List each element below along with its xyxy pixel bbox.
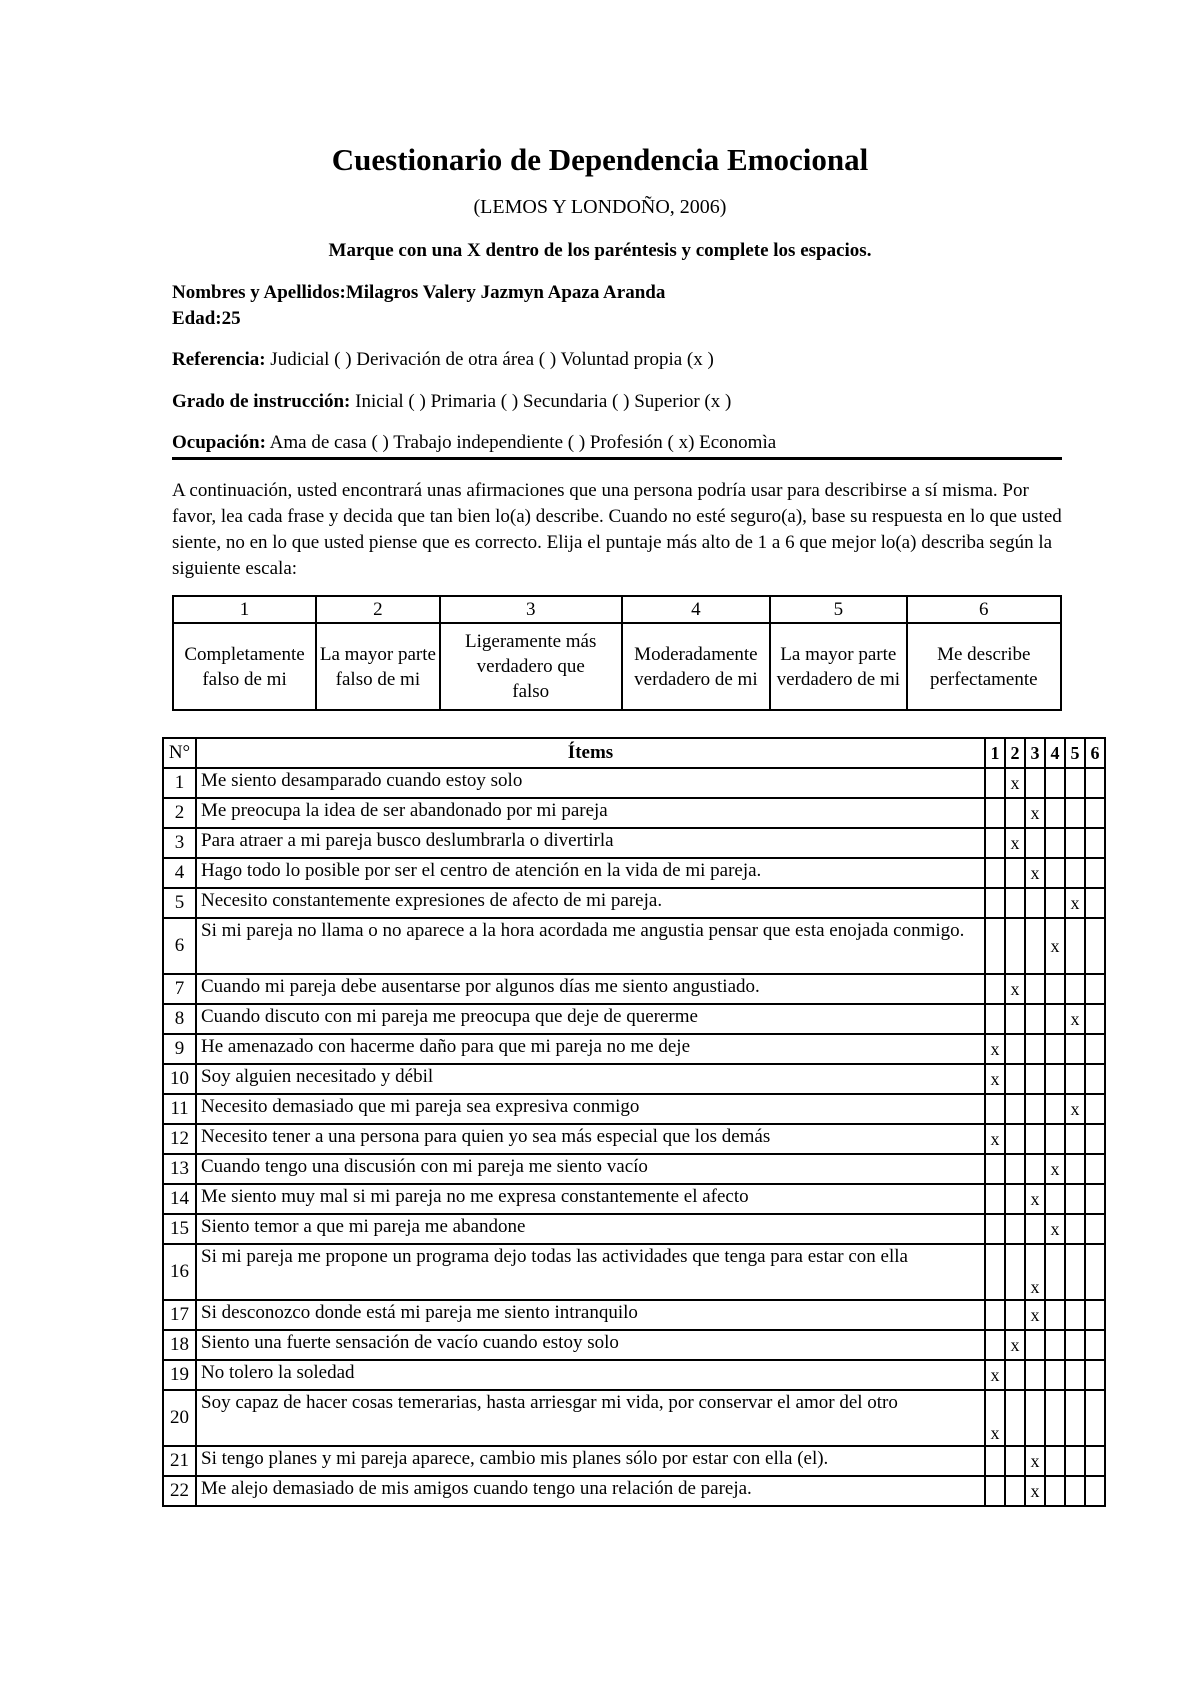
answer-cell-6[interactable]	[1085, 1124, 1105, 1154]
answer-cell-1[interactable]: x	[985, 1360, 1005, 1390]
answer-cell-3[interactable]	[1025, 1330, 1045, 1360]
answer-cell-1[interactable]	[985, 798, 1005, 828]
answer-cell-4[interactable]	[1045, 974, 1065, 1004]
item-text: Necesito constantemente expresiones de afecto de mi pareja.	[196, 888, 985, 918]
items-table	[162, 737, 1106, 1507]
answer-cell-5[interactable]	[1065, 1184, 1085, 1214]
answer-cell-2[interactable]	[1005, 1094, 1025, 1124]
header-col: 6	[1085, 738, 1105, 768]
answer-cell-4[interactable]: x	[1045, 1154, 1065, 1184]
answer-cell-2[interactable]	[1005, 1034, 1025, 1064]
names-value: Milagros Valery Jazmyn Apaza Aranda	[345, 282, 666, 303]
item-row	[163, 1244, 1105, 1300]
item-number: 3	[163, 828, 196, 858]
item-number: 19	[163, 1360, 196, 1390]
answer-cell-5[interactable]	[1065, 1476, 1085, 1506]
document-citation: (LEMOS Y LONDOÑO, 2006)	[473, 196, 727, 218]
answer-cell-6[interactable]	[1085, 798, 1105, 828]
answer-cell-1[interactable]	[985, 1184, 1005, 1214]
answer-cell-4[interactable]	[1045, 1476, 1065, 1506]
answer-cell-1[interactable]	[985, 1004, 1005, 1034]
answer-cell-2[interactable]	[1005, 1184, 1025, 1214]
answer-cell-4[interactable]	[1045, 1390, 1065, 1446]
answer-cell-3[interactable]: x	[1025, 1300, 1045, 1330]
header-items: Ítems	[196, 738, 985, 768]
answer-cell-3[interactable]	[1025, 1360, 1045, 1390]
item-number: 22	[163, 1476, 196, 1506]
item-number: 12	[163, 1124, 196, 1154]
header-col: 3	[1025, 738, 1045, 768]
scale-description: Me describe perfectamente	[907, 623, 1061, 710]
answer-cell-3[interactable]	[1025, 828, 1045, 858]
scale-description: La mayor parte verdadero de mi	[770, 623, 906, 710]
answer-cell-2[interactable]	[1005, 1124, 1025, 1154]
item-row	[163, 974, 1105, 1004]
ocupacion-label: Ocupación:	[172, 432, 266, 453]
item-text: Necesito demasiado que mi pareja sea expresiva conmigo	[196, 1094, 985, 1124]
answer-cell-1[interactable]: x	[985, 1064, 1005, 1094]
answer-cell-6[interactable]	[1085, 1034, 1105, 1064]
answer-cell-4[interactable]	[1045, 1244, 1065, 1300]
answer-cell-5[interactable]	[1065, 1360, 1085, 1390]
answer-cell-6[interactable]	[1085, 768, 1105, 798]
item-row	[163, 1124, 1105, 1154]
item-text: Si desconozco donde está mi pareja me siento intranquilo	[196, 1300, 985, 1330]
item-text: Me siento desamparado cuando estoy solo	[196, 768, 985, 798]
answer-cell-2[interactable]	[1005, 1154, 1025, 1184]
item-text: Soy alguien necesitado y débil	[196, 1064, 985, 1094]
intro-paragraph: A continuación, usted encontrará unas afirmaciones que una persona podría usar para describirse a sí misma. Por favor, lea cada frase y decida que tan bien lo(a) describe. Cuando no esté seguro(a), base su respuesta en lo que usted siente, no en lo que usted piense que es correcto. Elija el puntaje más alto de 1 a 6 que mejor lo(a) describa según la siguiente escala:	[172, 480, 1062, 579]
answer-cell-2[interactable]: x	[1005, 828, 1025, 858]
answer-cell-2[interactable]	[1005, 1300, 1025, 1330]
scale-table	[172, 595, 1062, 711]
answer-cell-2[interactable]: x	[1005, 974, 1025, 1004]
answer-cell-3[interactable]	[1025, 1004, 1045, 1034]
item-row	[163, 1004, 1105, 1034]
answer-cell-3[interactable]: x	[1025, 1244, 1045, 1300]
scale-number: 5	[770, 596, 906, 623]
answer-cell-6[interactable]	[1085, 1244, 1105, 1300]
item-text: Cuando tengo una discusión con mi pareja me siento vacío	[196, 1154, 985, 1184]
answer-cell-1[interactable]	[985, 858, 1005, 888]
items-table-body	[163, 768, 1105, 1506]
answer-cell-2[interactable]: x	[1005, 1330, 1025, 1360]
answer-cell-2[interactable]: x	[1005, 768, 1025, 798]
item-row	[163, 1064, 1105, 1094]
answer-cell-2[interactable]	[1005, 1390, 1025, 1446]
answer-cell-5[interactable]	[1065, 1446, 1085, 1476]
answer-cell-2[interactable]	[1005, 858, 1025, 888]
answer-cell-5[interactable]	[1065, 798, 1085, 828]
names-label: Nombres y Apellidos:	[172, 282, 346, 303]
item-number: 5	[163, 888, 196, 918]
answer-cell-5[interactable]: x	[1065, 1094, 1085, 1124]
item-number: 6	[163, 918, 196, 974]
item-number: 16	[163, 1244, 196, 1300]
answer-cell-4[interactable]	[1045, 1446, 1065, 1476]
section-divider	[172, 457, 1062, 460]
answer-cell-4[interactable]	[1045, 1064, 1065, 1094]
answer-cell-1[interactable]: x	[985, 1034, 1005, 1064]
answer-cell-4[interactable]	[1045, 1184, 1065, 1214]
answer-cell-5[interactable]	[1065, 1064, 1085, 1094]
answer-cell-6[interactable]	[1085, 828, 1105, 858]
answer-cell-1[interactable]	[985, 1330, 1005, 1360]
ocupacion-line	[172, 432, 776, 454]
item-number: 1	[163, 768, 196, 798]
item-text: Cuando discuto con mi pareja me preocupa que deje de quererme	[196, 1004, 985, 1034]
answer-cell-1[interactable]: x	[985, 1124, 1005, 1154]
item-row	[163, 918, 1105, 974]
answer-cell-1[interactable]	[985, 918, 1005, 974]
answer-cell-1[interactable]: x	[985, 1390, 1005, 1446]
answer-cell-6[interactable]	[1085, 1184, 1105, 1214]
item-number: 18	[163, 1330, 196, 1360]
item-text: Me siento muy mal si mi pareja no me expresa constantemente el afecto	[196, 1184, 985, 1214]
scale-number: 6	[907, 596, 1061, 623]
answer-cell-2[interactable]	[1005, 1360, 1025, 1390]
answer-cell-2[interactable]	[1005, 1446, 1025, 1476]
answer-cell-4[interactable]	[1045, 1330, 1065, 1360]
answer-cell-6[interactable]	[1085, 918, 1105, 974]
answer-cell-5[interactable]	[1065, 918, 1085, 974]
answer-cell-3[interactable]: x	[1025, 1476, 1045, 1506]
item-text: Me preocupa la idea de ser abandonado por mi pareja	[196, 798, 985, 828]
answer-cell-3[interactable]: x	[1025, 1446, 1045, 1476]
scale-description: Moderadamente verdadero de mi	[622, 623, 770, 710]
answer-cell-2[interactable]	[1005, 918, 1025, 974]
scale-descriptions-row	[173, 623, 1061, 710]
answer-cell-6[interactable]	[1085, 1390, 1105, 1446]
answer-cell-1[interactable]	[985, 1446, 1005, 1476]
item-row	[163, 1184, 1105, 1214]
answer-cell-5[interactable]: x	[1065, 1004, 1085, 1034]
item-row	[163, 1390, 1105, 1446]
scale-description: Ligeramente más verdadero que falso	[440, 623, 622, 710]
answer-cell-5[interactable]	[1065, 1214, 1085, 1244]
item-number: 8	[163, 1004, 196, 1034]
answer-cell-2[interactable]	[1005, 1244, 1025, 1300]
answer-cell-1[interactable]	[985, 888, 1005, 918]
item-number: 15	[163, 1214, 196, 1244]
scale-number: 4	[622, 596, 770, 623]
age-label: Edad:	[172, 308, 222, 329]
answer-cell-4[interactable]	[1045, 1034, 1065, 1064]
scale-number: 1	[173, 596, 316, 623]
answer-cell-3[interactable]: x	[1025, 1184, 1045, 1214]
item-number: 17	[163, 1300, 196, 1330]
answer-cell-3[interactable]	[1025, 1094, 1045, 1124]
answer-cell-6[interactable]	[1085, 858, 1105, 888]
answer-cell-1[interactable]	[985, 1094, 1005, 1124]
answer-cell-1[interactable]	[985, 1244, 1005, 1300]
answer-cell-5[interactable]	[1065, 1124, 1085, 1154]
answer-cell-4[interactable]	[1045, 768, 1065, 798]
answer-cell-3[interactable]	[1025, 1034, 1045, 1064]
answer-cell-4[interactable]	[1045, 888, 1065, 918]
answer-cell-5[interactable]	[1065, 974, 1085, 1004]
item-text: Necesito tener a una persona para quien yo sea más especial que los demás	[196, 1124, 985, 1154]
grado-line	[172, 391, 731, 413]
item-text: No tolero la soledad	[196, 1360, 985, 1390]
answer-cell-3[interactable]	[1025, 918, 1045, 974]
item-row	[163, 1360, 1105, 1390]
ocupacion-options: Ama de casa ( ) Trabajo independiente ( ) Profesión ( x) Economìa	[269, 432, 777, 453]
item-text: Si mi pareja me propone un programa dejo todas las actividades que tenga para estar con ella	[196, 1244, 985, 1300]
scale-description: Completamente falso de mi	[173, 623, 316, 710]
item-row	[163, 1094, 1105, 1124]
answer-cell-6[interactable]	[1085, 1300, 1105, 1330]
grado-label: Grado de instrucción:	[172, 391, 351, 412]
answer-cell-3[interactable]	[1025, 1390, 1045, 1446]
item-text: Si mi pareja no llama o no aparece a la hora acordada me angustia pensar que esta enojada conmigo.	[196, 918, 985, 974]
answer-cell-3[interactable]	[1025, 1124, 1045, 1154]
instruction-text: Marque con una X dentro de los paréntesis y complete los espacios.	[328, 240, 872, 261]
answer-cell-4[interactable]: x	[1045, 918, 1065, 974]
item-row	[163, 1154, 1105, 1184]
answer-cell-1[interactable]	[985, 1154, 1005, 1184]
answer-cell-4[interactable]	[1045, 798, 1065, 828]
item-text: Me alejo demasiado de mis amigos cuando tengo una relación de pareja.	[196, 1476, 985, 1506]
scale-number: 2	[316, 596, 440, 623]
item-number: 10	[163, 1064, 196, 1094]
answer-cell-5[interactable]	[1065, 828, 1085, 858]
item-number: 13	[163, 1154, 196, 1184]
referencia-options: Judicial ( ) Derivación de otra área ( ) Voluntad propia (x )	[270, 349, 714, 370]
answer-cell-3[interactable]	[1025, 1154, 1045, 1184]
answer-cell-2[interactable]	[1005, 1214, 1025, 1244]
item-text: Siento una fuerte sensación de vacío cuando estoy solo	[196, 1330, 985, 1360]
answer-cell-6[interactable]	[1085, 1064, 1105, 1094]
item-row	[163, 1330, 1105, 1360]
answer-cell-3[interactable]: x	[1025, 858, 1045, 888]
answer-cell-3[interactable]	[1025, 1064, 1045, 1094]
item-row	[163, 828, 1105, 858]
answer-cell-5[interactable]	[1065, 1390, 1085, 1446]
scale-description: La mayor parte falso de mi	[316, 623, 440, 710]
item-number: 21	[163, 1446, 196, 1476]
answer-cell-6[interactable]	[1085, 1360, 1105, 1390]
item-number: 9	[163, 1034, 196, 1064]
item-row	[163, 1034, 1105, 1064]
answer-cell-1[interactable]	[985, 1214, 1005, 1244]
answer-cell-1[interactable]	[985, 768, 1005, 798]
answer-cell-4[interactable]	[1045, 1360, 1065, 1390]
item-text: Soy capaz de hacer cosas temerarias, hasta arriesgar mi vida, por conservar el amor del otro	[196, 1390, 985, 1446]
answer-cell-6[interactable]	[1085, 1214, 1105, 1244]
answer-cell-5[interactable]	[1065, 768, 1085, 798]
item-row	[163, 888, 1105, 918]
item-row	[163, 1300, 1105, 1330]
answer-cell-6[interactable]	[1085, 888, 1105, 918]
answer-cell-4[interactable]	[1045, 858, 1065, 888]
item-text: He amenazado con hacerme daño para que mi pareja no me deje	[196, 1034, 985, 1064]
document-title: Cuestionario de Dependencia Emocional	[331, 142, 869, 177]
answer-cell-2[interactable]	[1005, 1476, 1025, 1506]
item-number: 7	[163, 974, 196, 1004]
header-number: N°	[163, 738, 196, 768]
answer-cell-3[interactable]	[1025, 768, 1045, 798]
answer-cell-2[interactable]	[1005, 1004, 1025, 1034]
answer-cell-5[interactable]: x	[1065, 888, 1085, 918]
item-text: Hago todo lo posible por ser el centro de atención en la vida de mi pareja.	[196, 858, 985, 888]
answer-cell-2[interactable]	[1005, 798, 1025, 828]
item-text: Para atraer a mi pareja busco deslumbrarla o divertirla	[196, 828, 985, 858]
item-row	[163, 1214, 1105, 1244]
answer-cell-2[interactable]	[1005, 888, 1025, 918]
answer-cell-1[interactable]	[985, 1476, 1005, 1506]
header-col: 4	[1045, 738, 1065, 768]
answer-cell-5[interactable]	[1065, 1244, 1085, 1300]
answer-cell-6[interactable]	[1085, 1330, 1105, 1360]
answer-cell-4[interactable]	[1045, 1300, 1065, 1330]
age-value: 25	[221, 308, 241, 329]
answer-cell-3[interactable]	[1025, 974, 1045, 1004]
answer-cell-2[interactable]	[1005, 1064, 1025, 1094]
answer-cell-3[interactable]: x	[1025, 798, 1045, 828]
answer-cell-3[interactable]	[1025, 888, 1045, 918]
answer-cell-6[interactable]	[1085, 1476, 1105, 1506]
answer-cell-4[interactable]	[1045, 828, 1065, 858]
item-number: 2	[163, 798, 196, 828]
age-line	[172, 308, 241, 330]
answer-cell-5[interactable]	[1065, 1034, 1085, 1064]
answer-cell-5[interactable]	[1065, 1330, 1085, 1360]
item-row	[163, 1446, 1105, 1476]
answer-cell-4[interactable]	[1045, 1124, 1065, 1154]
answer-cell-4[interactable]	[1045, 1094, 1065, 1124]
item-number: 4	[163, 858, 196, 888]
answer-cell-4[interactable]	[1045, 1004, 1065, 1034]
header-col: 5	[1065, 738, 1085, 768]
item-number: 11	[163, 1094, 196, 1124]
grado-options: Inicial ( ) Primaria ( ) Secundaria ( ) Superior (x )	[355, 391, 732, 412]
item-row	[163, 858, 1105, 888]
answer-cell-1[interactable]	[985, 974, 1005, 1004]
referencia-line	[172, 349, 714, 371]
item-text: Si tengo planes y mi pareja aparece, cambio mis planes sólo por estar con ella (el).	[196, 1446, 985, 1476]
header-col: 2	[1005, 738, 1025, 768]
scale-number: 3	[440, 596, 622, 623]
item-number: 14	[163, 1184, 196, 1214]
answer-cell-6[interactable]	[1085, 1004, 1105, 1034]
answer-cell-1[interactable]	[985, 1300, 1005, 1330]
item-row	[163, 768, 1105, 798]
answer-cell-6[interactable]	[1085, 1094, 1105, 1124]
answer-cell-3[interactable]	[1025, 1214, 1045, 1244]
item-row	[163, 1476, 1105, 1506]
answer-cell-6[interactable]	[1085, 1446, 1105, 1476]
scale-numbers-row	[173, 596, 1061, 623]
items-header-row	[163, 738, 1105, 768]
answer-cell-1[interactable]	[985, 828, 1005, 858]
answer-cell-6[interactable]	[1085, 974, 1105, 1004]
names-line	[172, 282, 665, 304]
answer-cell-5[interactable]	[1065, 1300, 1085, 1330]
item-row	[163, 798, 1105, 828]
answer-cell-5[interactable]	[1065, 858, 1085, 888]
answer-cell-6[interactable]	[1085, 1154, 1105, 1184]
referencia-label: Referencia:	[172, 349, 266, 370]
header-col: 1	[985, 738, 1005, 768]
answer-cell-4[interactable]: x	[1045, 1214, 1065, 1244]
item-text: Cuando mi pareja debe ausentarse por algunos días me siento angustiado.	[196, 974, 985, 1004]
item-number: 20	[163, 1390, 196, 1446]
item-text: Siento temor a que mi pareja me abandone	[196, 1214, 985, 1244]
answer-cell-5[interactable]	[1065, 1154, 1085, 1184]
